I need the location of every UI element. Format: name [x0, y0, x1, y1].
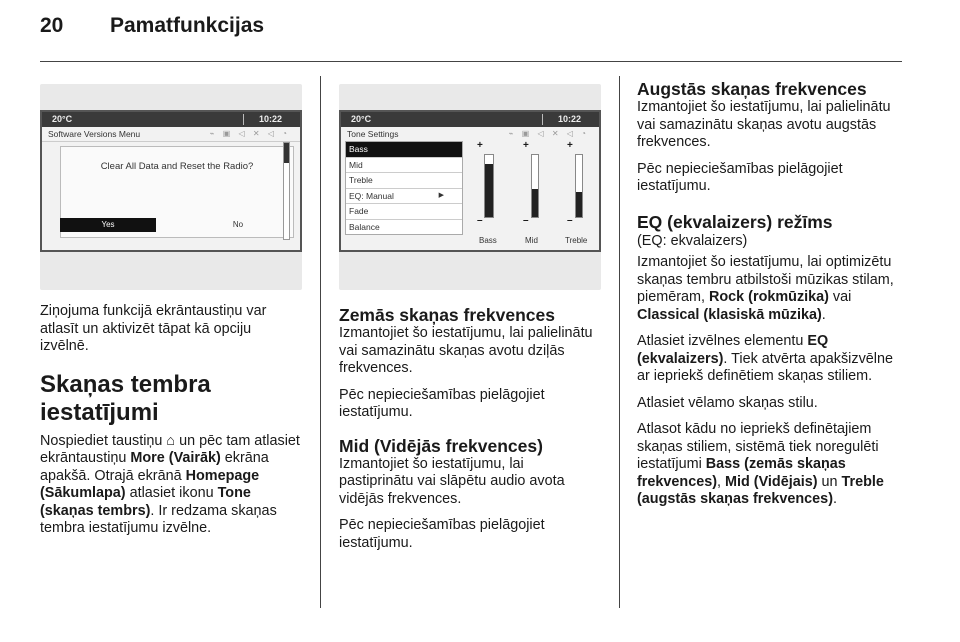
- bass-slider[interactable]: [473, 140, 503, 230]
- scrollbar-thumb[interactable]: [284, 143, 289, 163]
- column-3: [637, 79, 905, 518]
- column-1: [40, 303, 302, 547]
- text: ekrāna apakšā. Otrajā ekrānā: [40, 450, 269, 484]
- tone-item-balance[interactable]: Balance: [349, 221, 380, 232]
- paragraph: [637, 254, 905, 324]
- scrollbar[interactable]: [283, 142, 290, 240]
- text: .: [832, 491, 837, 507]
- clock: 10:22: [557, 114, 581, 124]
- plus-icon: +: [477, 140, 483, 151]
- slider-label-bass: Bass: [479, 236, 497, 245]
- paragraph: [40, 433, 302, 538]
- paragraph: Izmantojiet šo iestatījumu, lai pastiprinātu vai slāpētu audio avota vidējās frekvences.: [339, 455, 565, 507]
- radio-screen: [339, 110, 601, 252]
- plus-icon: +: [567, 140, 573, 151]
- text: . Tiek atvērta apakšizvēlne ar iepriekš definētiem skaņas stiliem.: [637, 350, 893, 384]
- bold-text: Rock (rokmūzika): [708, 289, 829, 305]
- dialog-buttons: [60, 218, 292, 232]
- paragraph: Pēc nepieciešamības pielāgojiet iestatījumu.: [339, 386, 545, 420]
- bold-text: More (Vairāk): [130, 450, 221, 466]
- minus-icon: –: [567, 215, 573, 226]
- menu-header: [42, 127, 300, 142]
- paragraph: Ziņojuma funkcijā ekrāntaustiņu var atlasīt un aktivizēt tāpat kā opciju izvēlnē.: [40, 303, 267, 354]
- divider: [243, 114, 244, 125]
- text: un: [817, 473, 842, 490]
- paragraph: Pēc nepieciešamības pielāgojiet iestatījumu.: [339, 517, 545, 551]
- arrow-right-icon: ▶: [438, 191, 444, 199]
- slider-fill: [532, 189, 538, 217]
- temperature: 20°C: [52, 114, 73, 124]
- tone-item-bass[interactable]: Bass: [346, 142, 462, 158]
- slider-track: [531, 154, 539, 218]
- bold-text: Classical (klasiskā mūzika): [637, 306, 822, 323]
- paragraph: Pēc nepieciešamības pielāgojiet iestatījumu.: [637, 160, 843, 194]
- status-bar: [42, 112, 300, 127]
- bold-text: EQ (ekvalaizers): [637, 333, 829, 367]
- temperature: 20°C: [351, 114, 372, 124]
- tone-item-eq[interactable]: [346, 189, 462, 205]
- figure-tone-settings: [339, 84, 601, 290]
- text: atlasiet ikonu: [125, 485, 218, 501]
- status-icons: ⌁ ▣ ◁ ✕ ◁ ◔: [508, 129, 589, 138]
- text: un pēc tam atlasiet ekrāntaustiņu: [40, 432, 300, 466]
- tone-item-mid[interactable]: Mid: [346, 158, 462, 174]
- bold-text: Treble (augstās skaņas frekvences): [637, 473, 884, 507]
- column-divider: [619, 76, 620, 608]
- minus-icon: –: [523, 215, 529, 226]
- bold-text: Mid (Vidējais): [725, 473, 818, 490]
- slider-fill: [485, 164, 493, 217]
- status-bar: [341, 112, 599, 127]
- section-heading: Skaņas tembra iestatījumi: [40, 370, 211, 426]
- column-2: [339, 305, 601, 561]
- plus-icon: +: [523, 140, 529, 151]
- slider-track: [575, 154, 583, 218]
- slider-label-mid: Mid: [525, 236, 538, 245]
- text: ,: [717, 473, 725, 490]
- page-number: 20: [40, 14, 64, 37]
- home-icon: ⌂: [166, 432, 176, 449]
- header-rule: [40, 61, 902, 62]
- divider: [542, 114, 543, 125]
- subsection-heading: Augstās skaņas frekvences: [637, 79, 867, 99]
- figure-reset-dialog: [40, 84, 302, 290]
- clock: 10:22: [258, 114, 282, 124]
- text: Atlasot kādu no iepriekš definētajiem skaņas stiliem, sistēmā tiek noregulēti iestatījumi: [637, 421, 879, 472]
- paragraph: Izmantojiet šo iestatījumu, lai palielinātu vai samazinātu skaņas avotu augstās frekvences.: [637, 99, 891, 150]
- radio-screen: [40, 110, 302, 252]
- text: vai: [828, 289, 852, 305]
- menu-title: Software Versions Menu: [48, 129, 141, 139]
- yes-button[interactable]: Yes: [60, 218, 156, 232]
- tone-item-fade[interactable]: Fade: [346, 204, 462, 220]
- no-button[interactable]: No: [232, 220, 244, 229]
- bold-text: Tone (skaņas tembrs): [40, 485, 251, 519]
- subsection-heading: Zemās skaņas frekvences: [339, 305, 555, 325]
- slider-fill: [576, 192, 582, 217]
- page-title: Pamatfunkcijas: [110, 14, 265, 37]
- minus-icon: –: [477, 215, 483, 226]
- tone-item-eq-label: EQ: Manual: [349, 190, 394, 201]
- section-heading: EQ (ekvalaizers) režīms: [637, 211, 833, 232]
- text: Atlasiet izvēlnes elementu: [637, 333, 808, 349]
- bold-text: Homepage (Sākumlapa): [40, 467, 260, 501]
- text: Izmantojiet šo iestatījumu, lai optimizētu skaņas tembru atbilstoši mūzikas stilam, piemēram,: [637, 254, 894, 305]
- paragraph: (EQ: ekvalaizers): [637, 232, 748, 249]
- tone-item-treble[interactable]: Treble: [346, 173, 462, 189]
- tone-sliders: [473, 140, 601, 230]
- text: Nospiediet taustiņu: [40, 432, 167, 449]
- treble-slider[interactable]: [563, 140, 593, 230]
- page-header: [40, 14, 264, 38]
- slider-label-treble: Treble: [565, 236, 588, 245]
- subsection-heading: Mid (Vidējās frekvences): [339, 435, 543, 456]
- text: .: [821, 306, 826, 323]
- menu-title: Tone Settings: [347, 129, 399, 139]
- tone-menu-list: [345, 141, 463, 235]
- paragraph: Atlasiet vēlamo skaņas stilu.: [637, 394, 818, 411]
- bold-text: Bass (zemās skaņas frekvences): [637, 456, 846, 490]
- text: . Ir redzama skaņas tembra iestatījumu izvēlne.: [40, 502, 277, 536]
- column-divider: [320, 76, 321, 608]
- dialog-question: Clear All Data and Reset the Radio?: [100, 161, 254, 172]
- slider-track: [484, 154, 494, 218]
- paragraph: [637, 333, 905, 386]
- mid-slider[interactable]: [519, 140, 549, 230]
- paragraph: Izmantojiet šo iestatījumu, lai palielinātu vai samazinātu skaņas avotu dziļās frekvences.: [339, 325, 593, 376]
- status-icons: ⌁ ▣ ◁ ✕ ◁ ◔: [209, 129, 290, 138]
- menu-header: [341, 127, 599, 141]
- paragraph: [637, 421, 905, 509]
